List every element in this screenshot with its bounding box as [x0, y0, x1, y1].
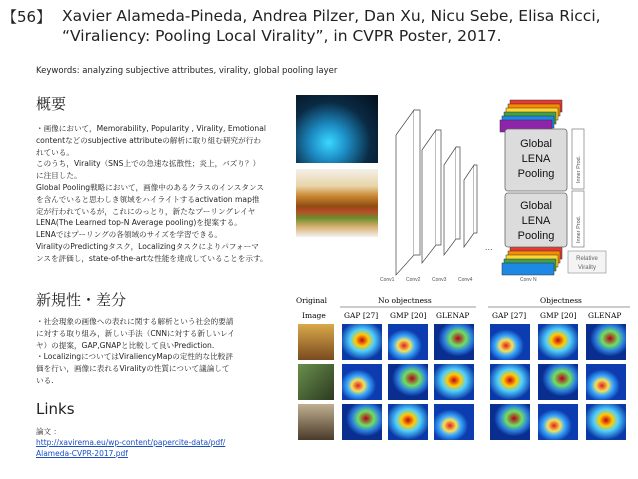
conv-label: Conv N	[520, 277, 537, 283]
section-title-abstract: 概要	[36, 95, 67, 113]
conv-label: Conv1	[380, 277, 395, 283]
abstract-line: ンスを評価し，state-of-the-artな性能を達成していることを示す。	[36, 253, 268, 263]
abstract-line: このうち，Virality（SNS上での急速な拡散性；炎上，バズり？）	[36, 159, 261, 169]
inner-prod-2-label: Inner Prod.	[576, 215, 582, 243]
conv-label: Conv3	[432, 277, 447, 283]
method-header: GLENAP	[588, 311, 622, 320]
paper-link-line[interactable]: Alameda-CVPR-2017.pdf	[36, 449, 128, 458]
abstract-line: contentなどのsubjective attributeの解析に取り組む研究が行わ	[36, 135, 261, 145]
abstract-line: ViralityのPredictingタスク，Localizingタスクによりパフォーマ	[36, 241, 259, 251]
novelty-line: ・LocalizingについてはViraliencyMapの定性的な比較評	[36, 352, 233, 362]
paper-number: 【56】	[2, 8, 52, 26]
col-header-image: Image	[302, 311, 326, 320]
citation-authors: Xavier Alameda-Pineda, Andrea Pilzer, Dan Xu, Nicu Sebe, Elisa Ricci,	[62, 7, 601, 25]
pooling-box-2-line: LENA	[521, 215, 551, 227]
conv-label: Conv4	[458, 277, 473, 283]
result-row	[298, 324, 626, 360]
group-header-objectness: Objectness	[540, 296, 582, 305]
abstract-line: Global Pooling戦略において，画像中のあるクラスのインスタンス	[36, 182, 264, 192]
pooling-box-1-line: Pooling	[517, 168, 555, 180]
pooling-box-1-line: LENA	[521, 153, 551, 165]
method-header: GAP [27]	[492, 311, 527, 320]
pooling-box-2-line: Pooling	[517, 230, 555, 242]
inner-prod-1-label: Inner Prod.	[576, 155, 582, 183]
abstract-line: LENA(The Learned top-N Average pooling)を提案する。	[36, 218, 242, 228]
output-label: Relative	[576, 256, 598, 262]
novelty-line: いる.	[36, 375, 54, 385]
sandwich-photo	[296, 169, 378, 237]
abstract-text	[36, 123, 288, 265]
method-header: GAP [27]	[344, 311, 379, 320]
conv-layers	[396, 110, 477, 275]
network-diagram	[380, 95, 632, 285]
abstract-line: に注目した。	[36, 171, 82, 181]
paper-link-line[interactable]: http://xavirema.eu/wp-content/papercite-data/pdf/	[36, 438, 226, 447]
group-header-no-objectness: No objectness	[378, 296, 432, 305]
bioluminescent-beach-photo	[296, 95, 378, 163]
method-header: GMP [20]	[540, 311, 577, 320]
citation-title: “Viraliency: Pooling Local Virality”, in CVPR Poster, 2017.	[62, 27, 502, 45]
novelty-line: 価を行い，画像に表れるViralityの性質について議論して	[36, 364, 230, 374]
output-label: Virality	[578, 265, 596, 271]
result-row	[298, 364, 626, 400]
paper-label: 論文 ：	[36, 427, 61, 436]
feature-maps-top	[500, 100, 562, 132]
novelty-text	[36, 316, 288, 387]
novelty-line: ヤ）の提案，GAP,GNAPと比較して良いPrediction.	[36, 340, 215, 350]
pooling-box-1-line: Global	[520, 138, 552, 150]
abstract-line: 定が行われているが，これにのっとり，新たなプーリングレイヤ	[36, 206, 256, 216]
method-header: GMP [20]	[390, 311, 427, 320]
novelty-line: に対する取り組み，新しい手法（CNNに対する新しいレイ	[36, 328, 235, 338]
conv-label: Conv2	[406, 277, 421, 283]
novelty-line: ・社会現象の画像への表れに関する解析という社会的要請	[36, 317, 234, 326]
col-header-original: Original	[296, 296, 328, 305]
method-header: GLENAP	[436, 311, 470, 320]
keywords: Keywords: analyzing subjective attributes, virality, global pooling layer	[36, 66, 338, 76]
section-title-links: Links	[36, 400, 75, 418]
section-title-novelty: 新規性・差分	[36, 291, 127, 309]
paper-link[interactable]	[36, 437, 256, 459]
abstract-line: ・画像において，Memorability, Popularity , Virality, Emotional	[36, 124, 266, 133]
viraliency-map-figure	[296, 296, 632, 446]
conv-label: ...	[485, 242, 493, 252]
abstract-line: れている。	[36, 147, 74, 157]
pooling-box-2-line: Global	[520, 200, 552, 212]
abstract-line: LENAではプーリングの各領域のサイズを学習できる。	[36, 230, 222, 240]
feature-maps-bottom	[502, 247, 562, 275]
abstract-line: を含んでいると思わしき領域をハイライトするactivation map推	[36, 194, 260, 204]
result-row	[298, 404, 626, 440]
citation	[62, 6, 632, 46]
